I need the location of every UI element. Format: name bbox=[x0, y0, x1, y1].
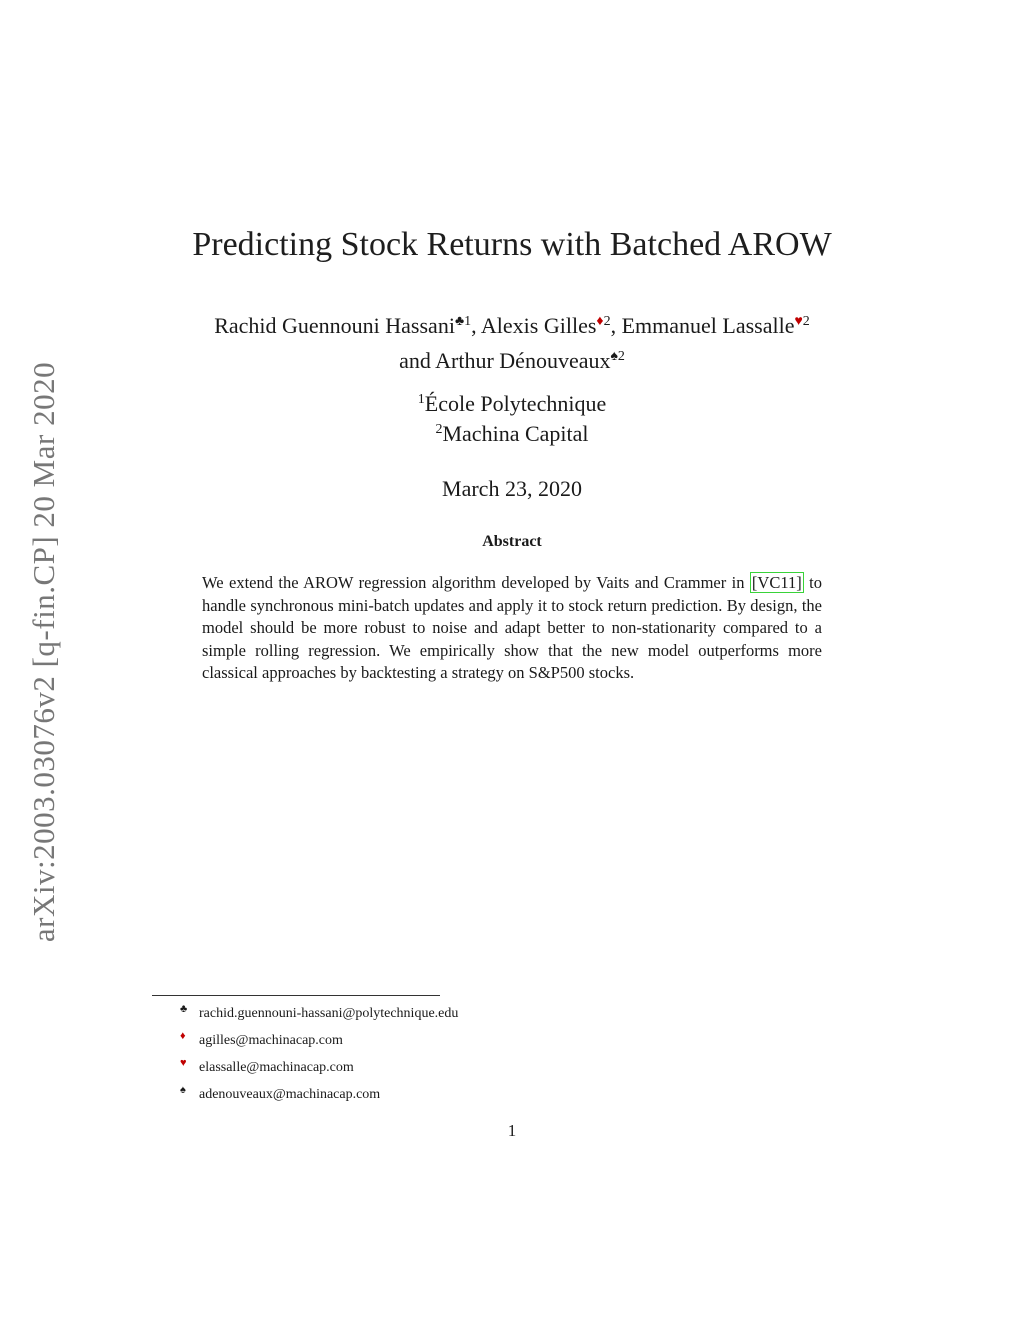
footnote-item bbox=[180, 998, 458, 1025]
footnote-email: adenouveaux@machinacap.com bbox=[199, 1087, 381, 1102]
author-affil-number: 2 bbox=[617, 349, 625, 364]
footnote-rule bbox=[152, 995, 440, 996]
author-affil-number: 2 bbox=[603, 314, 611, 329]
abstract-heading: Abstract bbox=[482, 533, 542, 550]
abstract-body bbox=[202, 572, 822, 685]
affiliation-name: École Polytechnique bbox=[424, 391, 607, 416]
citation-link[interactable]: [VC11] bbox=[751, 573, 802, 592]
author-separator: , bbox=[471, 313, 481, 338]
page-number: 1 bbox=[507, 1121, 517, 1140]
diamond-icon: ♦ bbox=[180, 1030, 186, 1042]
diamond-icon: ♦ bbox=[596, 314, 604, 329]
paper-date: March 23, 2020 bbox=[442, 476, 582, 501]
affiliation-name: Machina Capital bbox=[442, 421, 589, 446]
arxiv-identifier: arXiv:2003.03076v2 [q-fin.CP] 20 Mar 2020 bbox=[26, 361, 61, 943]
author-name: Emmanuel Lassalle bbox=[621, 313, 795, 338]
abstract-text: to handle synchronous mini-batch updates and apply it to stock return prediction. By design, the model should be more robust to noise and adapt better to non-stationarity compared to a simple rolling regression. We empirically show that the new model outperforms more classical approaches by backtesting a strategy on S&P500 stocks. bbox=[202, 573, 822, 683]
author-line-1 bbox=[0, 306, 1024, 341]
author-conjunction: and bbox=[399, 348, 436, 373]
footnote-item bbox=[180, 1052, 458, 1079]
heart-icon: ♥ bbox=[794, 314, 803, 329]
author-name: Alexis Gilles bbox=[480, 313, 597, 338]
author-list bbox=[0, 306, 1024, 376]
abstract-text: We extend the AROW regression algorithm developed by Vaits and Crammer in bbox=[202, 573, 750, 592]
author-name: Rachid Guennouni Hassani bbox=[214, 313, 455, 338]
footnote-list bbox=[180, 998, 458, 1106]
footnote-email: rachid.guennouni-hassani@polytechnique.edu bbox=[199, 1006, 459, 1021]
affiliation-number: 2 bbox=[435, 422, 443, 437]
affiliation-number: 1 bbox=[417, 392, 425, 407]
footnote-item bbox=[180, 1079, 458, 1106]
author-line-2 bbox=[0, 341, 1024, 376]
footnote-email: elassalle@machinacap.com bbox=[199, 1060, 354, 1075]
affiliation-list bbox=[0, 389, 1024, 449]
footnote-email: agilles@machinacap.com bbox=[199, 1033, 343, 1048]
author-name: Arthur Dénouveaux bbox=[435, 348, 611, 373]
heart-icon: ♥ bbox=[180, 1057, 187, 1069]
club-icon: ♣ bbox=[454, 314, 465, 329]
spade-icon: ♠ bbox=[610, 349, 618, 364]
club-icon: ♣ bbox=[180, 1003, 188, 1015]
affiliation-item bbox=[0, 419, 1024, 449]
affiliation-item bbox=[0, 389, 1024, 419]
paper-title: Predicting Stock Returns with Batched AROW bbox=[192, 226, 832, 263]
author-affil-number: 1 bbox=[464, 314, 472, 329]
footnote-item bbox=[180, 1025, 458, 1052]
spade-icon: ♠ bbox=[180, 1084, 186, 1096]
author-affil-number: 2 bbox=[802, 314, 810, 329]
author-separator: , bbox=[610, 313, 622, 338]
